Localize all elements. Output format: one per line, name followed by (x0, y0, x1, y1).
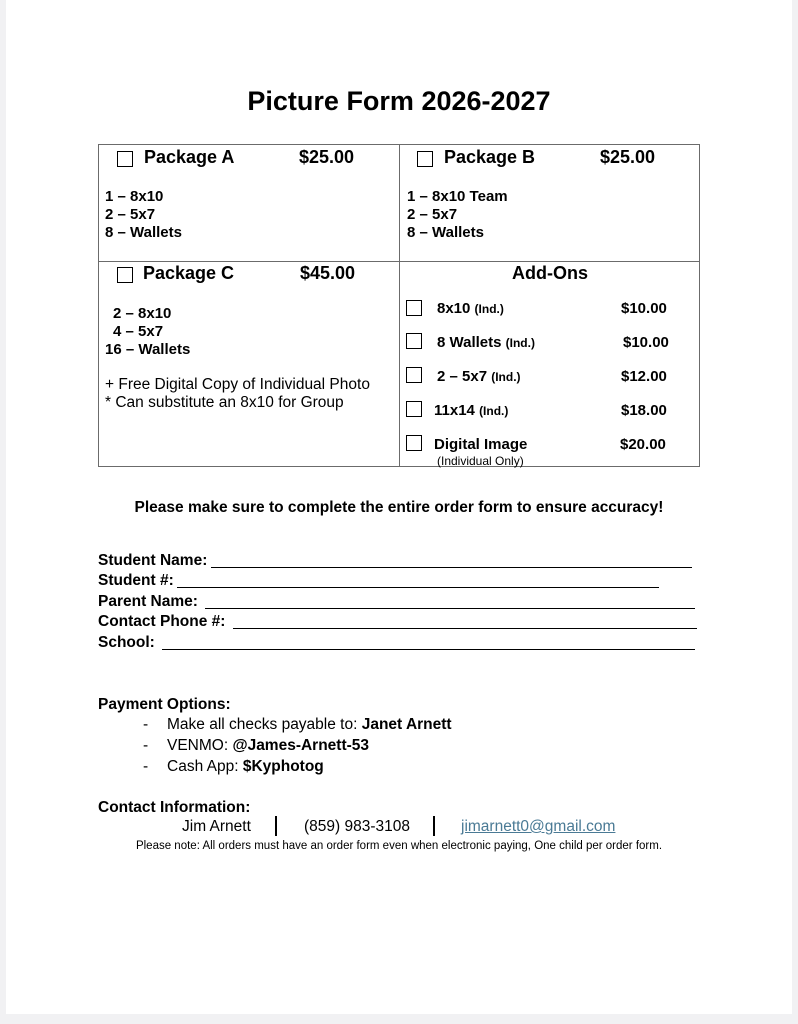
page-title: Picture Form 2026-2027 (247, 86, 551, 116)
package-c-note: + Free Digital Copy of Individual Photo (105, 376, 370, 393)
addon-digital-checkbox[interactable] (406, 435, 422, 451)
payment-options-label: Payment Options: (98, 696, 231, 713)
package-c-price: $45.00 (300, 263, 356, 283)
addon-qualifier: (Ind.) (491, 370, 521, 384)
package-a-price: $25.00 (299, 147, 355, 167)
list-dash: - (143, 737, 149, 754)
package-b-item: 2 – 5x7 (407, 206, 458, 223)
package-a-item: 2 – 5x7 (105, 206, 156, 223)
addon-qualifier: (Ind.) (505, 336, 535, 350)
payment-item (143, 737, 369, 755)
payment-item (143, 716, 452, 734)
addon-name: 8x10 (437, 300, 471, 317)
school-label: School: (98, 634, 155, 651)
payment-value: Janet Arnett (361, 716, 452, 733)
addon-qualifier: (Ind.) (474, 302, 504, 316)
package-b-price: $25.00 (600, 147, 656, 167)
package-a-checkbox[interactable] (117, 151, 133, 167)
addon-label (437, 300, 504, 317)
student-number-label: Student #: (98, 572, 174, 589)
contact-information-label: Contact Information: (98, 799, 251, 816)
payment-value: $Kyphotog (242, 758, 324, 775)
accuracy-notice: Please make sure to complete the entire order form to ensure accuracy! (134, 499, 664, 516)
addon-qualifier: (Ind.) (479, 404, 509, 418)
addon-price: $18.00 (621, 402, 667, 419)
package-a-item: 8 – Wallets (105, 224, 182, 241)
addon-8x10-checkbox[interactable] (406, 300, 422, 316)
contact-phone-field[interactable] (233, 628, 697, 629)
addon-wallets-checkbox[interactable] (406, 333, 422, 349)
addon-subnote: (Individual Only) (437, 454, 524, 468)
addon-name: 8 Wallets (437, 334, 502, 351)
package-b-item: 8 – Wallets (407, 224, 484, 241)
contact-email-link[interactable]: jimarnett0@gmail.com (461, 818, 616, 835)
addon-label (434, 436, 527, 453)
grid-divider-vertical (399, 145, 400, 466)
school-field[interactable] (162, 649, 695, 650)
contact-phone: (859) 983-3108 (304, 818, 410, 835)
addon-price: $12.00 (621, 368, 667, 385)
package-b-checkbox[interactable] (417, 151, 433, 167)
payment-value: @James-Arnett-53 (232, 737, 370, 754)
grid-divider-horizontal (99, 261, 699, 262)
package-c-item: 4 – 5x7 (113, 323, 164, 340)
addon-name: Digital Image (434, 436, 528, 453)
contact-name: Jim Arnett (182, 818, 251, 835)
contact-separator (433, 816, 435, 836)
package-c-checkbox[interactable] (117, 267, 133, 283)
package-c-note: * Can substitute an 8x10 for Group (105, 394, 344, 411)
payment-text: Cash App: (167, 758, 243, 775)
package-b-title: Package B (444, 147, 536, 167)
package-a-item: 1 – 8x10 (105, 188, 164, 205)
addon-price: $10.00 (623, 334, 669, 351)
addon-label (437, 368, 521, 385)
contact-separator (275, 816, 277, 836)
package-grid (98, 144, 700, 467)
addon-name: 11x14 (434, 402, 475, 419)
addon-name: 2 – 5x7 (437, 368, 488, 385)
list-dash: - (143, 758, 149, 775)
order-form-footnote: Please note: All orders must have an order form even when electronic paying, One child per order form. (135, 840, 663, 852)
addon-label (434, 402, 508, 419)
package-b-item: 1 – 8x10 Team (407, 188, 508, 205)
parent-name-field[interactable] (205, 608, 695, 609)
student-name-field[interactable] (211, 567, 692, 568)
payment-text: Make all checks payable to: (167, 716, 362, 733)
addon-11x14-checkbox[interactable] (406, 401, 422, 417)
student-number-field[interactable] (177, 587, 659, 588)
payment-item (143, 758, 324, 776)
contact-phone-label: Contact Phone #: (98, 613, 226, 630)
package-c-item: 16 – Wallets (105, 341, 191, 358)
package-c-item: 2 – 8x10 (113, 305, 172, 322)
package-c-title: Package C (143, 263, 235, 283)
addon-price: $20.00 (620, 436, 666, 453)
parent-name-label: Parent Name: (98, 593, 198, 610)
list-dash: - (143, 716, 149, 733)
addon-price: $10.00 (621, 300, 667, 317)
package-a-title: Package A (144, 147, 235, 167)
addon-5x7-checkbox[interactable] (406, 367, 422, 383)
payment-text: VENMO: (167, 737, 233, 754)
addon-label (437, 334, 535, 351)
student-name-label: Student Name: (98, 552, 208, 569)
addons-title: Add-Ons (512, 263, 588, 283)
